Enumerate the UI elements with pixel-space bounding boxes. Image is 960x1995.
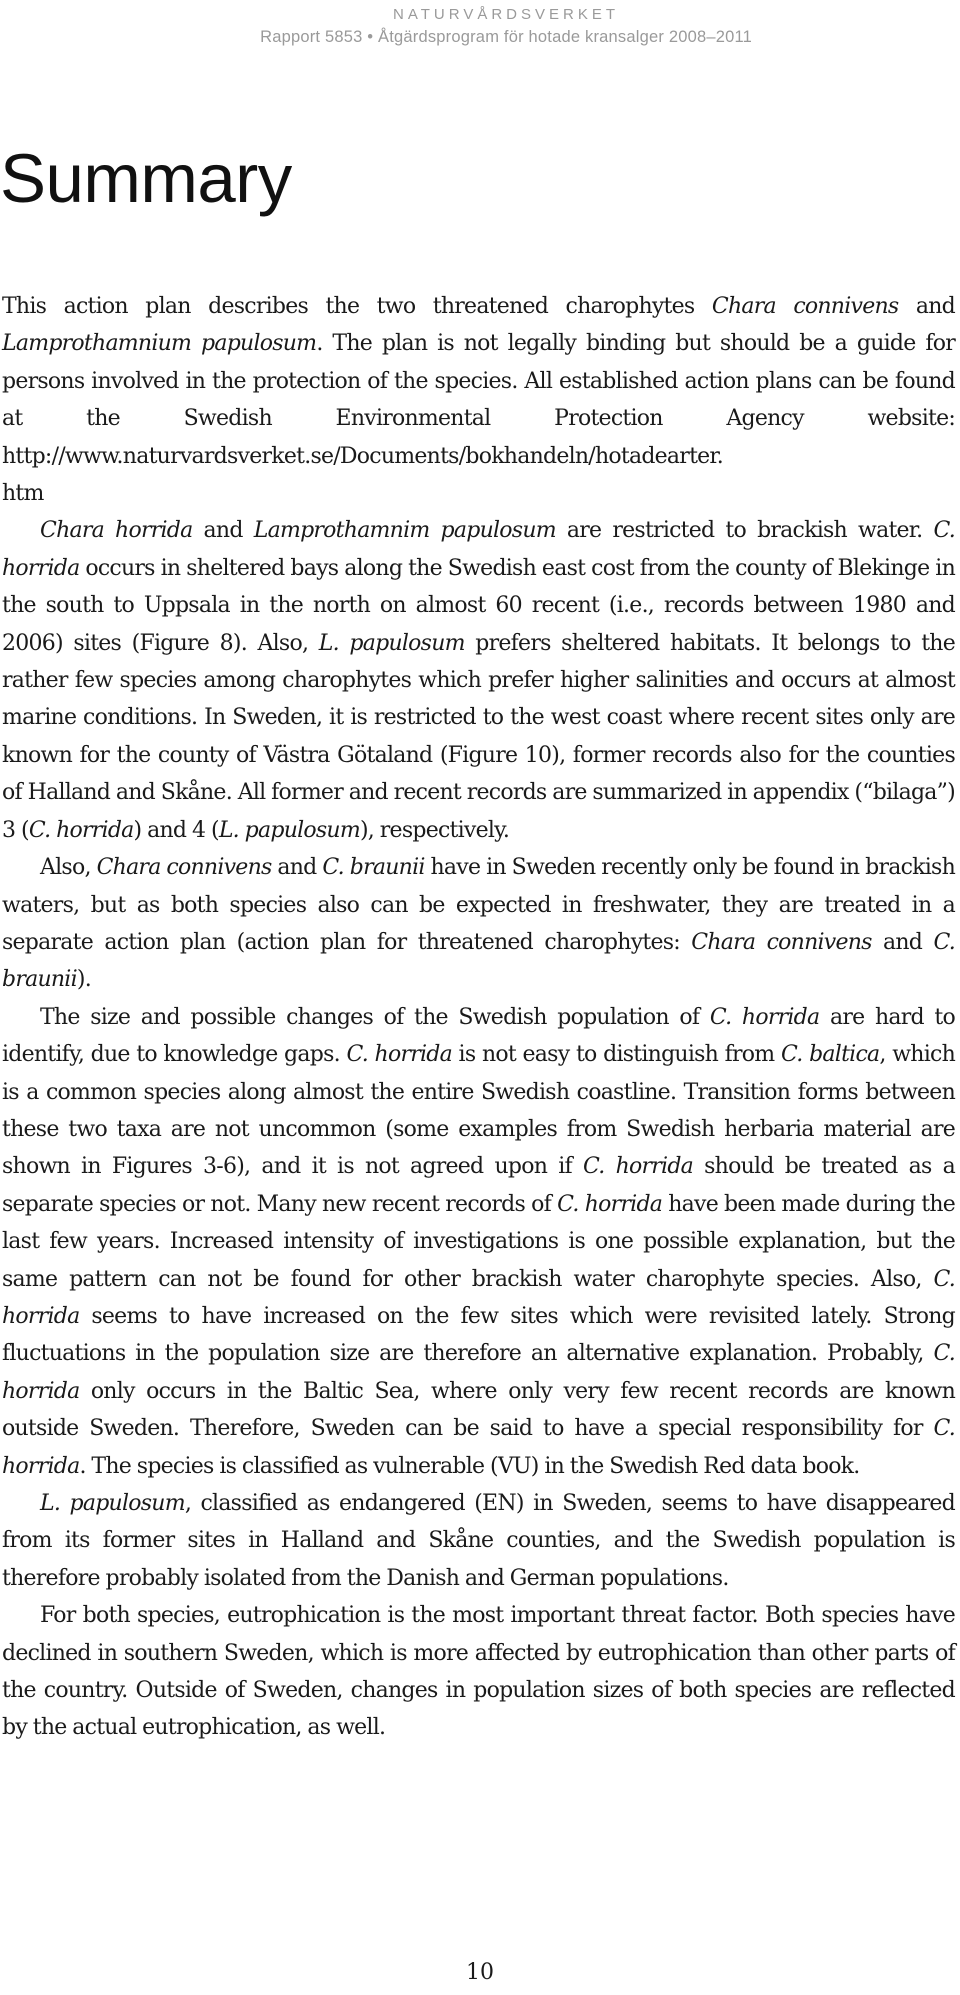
- species-name: C. horrida: [346, 1042, 452, 1068]
- species-name: Chara connivens: [711, 294, 899, 319]
- paragraph-distribution: [2, 512, 955, 849]
- header-brand: NATURVÅRDSVERKET: [393, 6, 620, 23]
- text-span: and: [271, 855, 323, 881]
- text-span: ), respectively.: [359, 817, 510, 843]
- text-span: . The plan is not legally binding but should be a guide for persons involved in the protection of the species. All established action plans can be found at the Swedish Environmental Protection Agency website: http://www.naturvardsverket.se/Documents/bokhandeln/hotadearter.: [2, 331, 956, 469]
- text-span: are restricted to brackish water.: [555, 518, 934, 544]
- species-name: Chara horrida: [40, 518, 193, 544]
- species-name: C. braunii: [322, 855, 425, 881]
- paragraph-intro: [2, 288, 955, 512]
- text-span: and: [871, 929, 934, 955]
- species-name: Chara connivens: [96, 855, 272, 881]
- text-span: htm: [2, 481, 44, 507]
- text-span: The size and possible changes of the Swedish population of: [40, 1004, 710, 1030]
- species-name: C. horrida: [2, 518, 956, 581]
- species-name: C. baltica: [780, 1042, 880, 1068]
- species-name: L. papulosum: [218, 817, 360, 843]
- species-name: C. horrida: [2, 1341, 955, 1404]
- running-header: [260, 4, 752, 48]
- species-name: C. horrida: [582, 1154, 694, 1180]
- species-name: C. horrida: [709, 1004, 820, 1030]
- text-span: and: [192, 518, 254, 544]
- text-span: ).: [76, 967, 91, 993]
- text-span: seems to have increased on the few sites which were revisited lately. Strong fluctuations in the population size are therefore an alternative explanation. Probably,: [2, 1303, 955, 1367]
- paragraph-l-papulosum-status: [2, 1485, 955, 1597]
- text-span: are hard to identify, due to knowledge gaps.: [2, 1004, 955, 1068]
- text-span: This action plan describes the two threatened charophytes: [2, 294, 712, 319]
- species-name: C. horrida: [28, 817, 134, 843]
- text-span: only occurs in the Baltic Sea, where only very few recent records are known outside Sweden. Therefore, Sweden can be said to have a special responsibility for: [2, 1378, 955, 1442]
- text-span: and: [898, 294, 955, 319]
- species-name: C. horrida: [557, 1191, 663, 1217]
- text-span: prefers sheltered habitats. It belongs to the rather few species among charophytes which prefer higher salinities and occurs at almost marine conditions. In Sweden, it is restricted to the west coast where recent sites only are known for the county of Västra Götaland (Figure 10), former records also for the counties of Halland and Skåne. All former and recent records are summarized in appendix (“bilaga”) 3 (: [2, 630, 955, 843]
- species-name: L. papulosum: [40, 1491, 185, 1516]
- page-number: 10: [466, 1960, 494, 1985]
- text-span: occurs in sheltered bays along the Swedish east cost from the county of Blekinge in the south to Uppsala in the north on almost 60 recent (i.e., records between 1980 and 2006) sites (Figure 8). Also,: [2, 555, 955, 656]
- species-name: L. papulosum: [318, 630, 465, 656]
- text-span: . The species is classified as vulnerable (VU) in the Swedish Red data book.: [79, 1453, 860, 1479]
- text-span: , which is a common species along almost the entire Swedish coastline. Transition forms between these two taxa are not uncommon (some examples from Swedish herbaria material are shown in Figures 3-6), and it is not agreed upon if: [2, 1042, 955, 1180]
- species-name: Lamprothamnium papulosum: [2, 331, 317, 357]
- text-span: have in Sweden recently only be found in brackish waters, but as both species also can be expected in freshwater, they are treated in a separate action plan (action plan for threatened charophytes:: [2, 855, 955, 955]
- header-report-title: Rapport 5853 • Åtgärdsprogram för hotade kransalger 2008–2011: [260, 28, 752, 46]
- text-span: For both species, eutrophication is the most important threat factor. Both species have declined in southern Sweden, which is more affected by eutrophication than other parts of the country. Outside of Sweden, changes in population sizes of both species are reflected by the actual eutrophication, as well.: [2, 1603, 955, 1741]
- paragraph-eutrophication: [2, 1597, 955, 1747]
- text-span: have been made during the last few years. Increased intensity of investigations is one possible explanation, but the same pattern can not be found for other brackish water charophyte species. Also,: [2, 1191, 956, 1292]
- text-span: ) and 4 (: [133, 817, 219, 843]
- species-name: Lamprothamnim papulosum: [253, 518, 556, 544]
- paragraph-separate-plan: [2, 849, 955, 999]
- page-title: Summary: [0, 140, 292, 217]
- summary-body: [2, 288, 955, 1747]
- paragraph-population: [2, 999, 955, 1485]
- text-span: Also,: [40, 855, 97, 881]
- text-span: is not easy to distinguish from: [451, 1042, 781, 1068]
- text-span: should be treated as a separate species or not. Many new recent records of: [2, 1154, 955, 1217]
- text-span: , classified as endangered (EN) in Sweden, seems to have disappeared from its former sites in Halland and Skåne counties, and the Swedish population is therefore probably isolated from the Danish and German populations.: [2, 1491, 955, 1591]
- species-name: C. horrida: [2, 1416, 955, 1479]
- species-name: C. horrida: [2, 1266, 955, 1329]
- species-name: C. braunii: [2, 929, 956, 993]
- species-name: Chara connivens: [691, 929, 872, 955]
